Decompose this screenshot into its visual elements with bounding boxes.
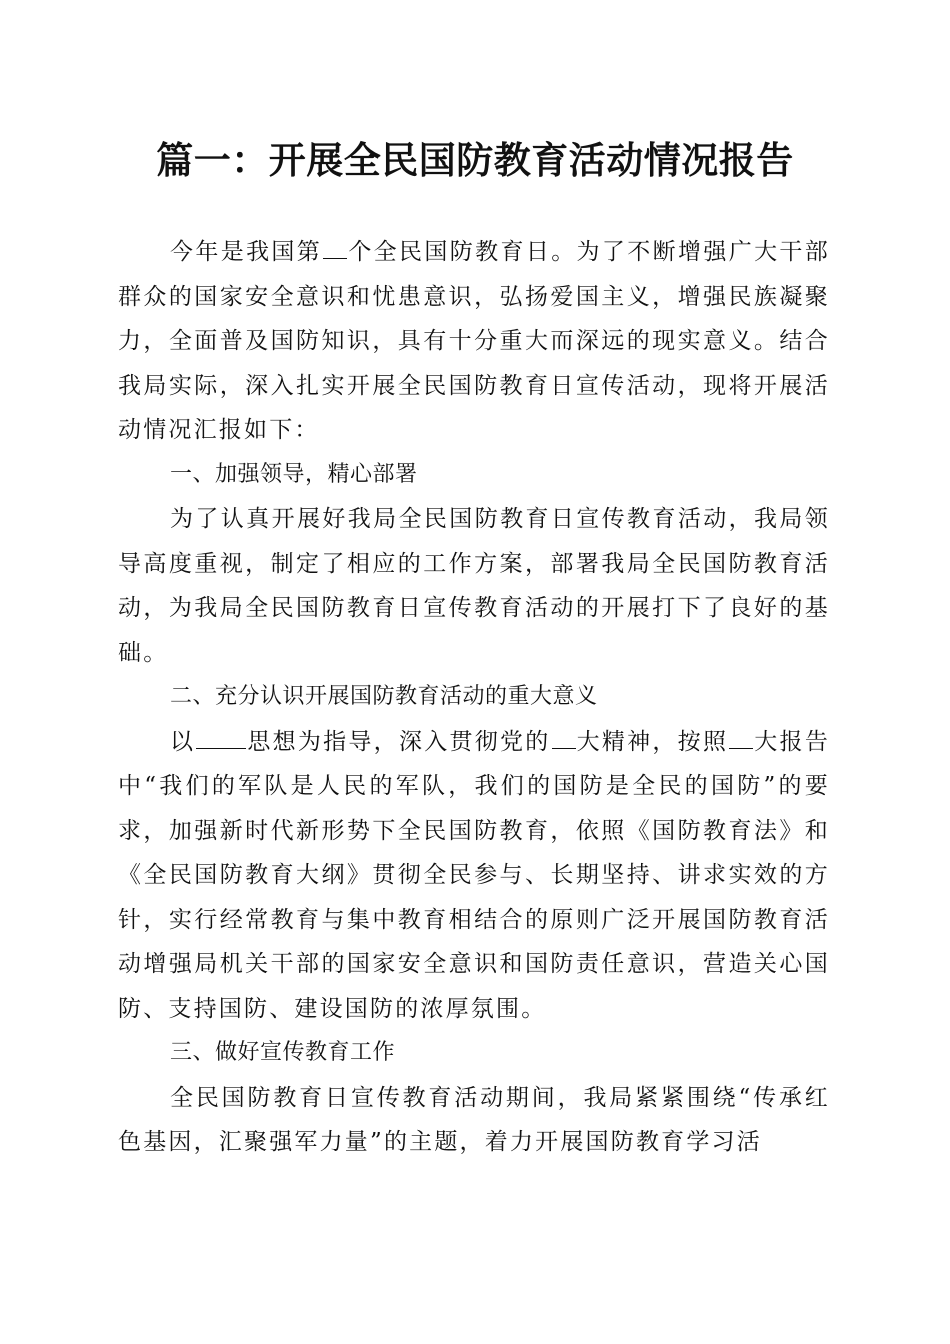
section-2-heading: 二、充分认识开展国防教育活动的重大意义 [170,684,598,709]
section-1-paragraph: 为了认真开展好我局全民国防教育日宣传教育活动，我局领导高度重视，制定了相应的工作方案，部署我局全民国防教育活动，为我局全民国防教育日宣传教育活动的开展打下了良好的基础。 [118,506,830,666]
intro-paragraph [118,230,830,453]
section-3-heading: 三、做好宣传教育工作 [170,1040,396,1065]
fill-blank [196,724,246,749]
section-2-text-b: 思想为指导，深入贯彻党的 [247,728,551,755]
fill-blank [729,724,753,749]
section-2-text-a: 以 [170,728,196,755]
intro-text-start: 今年是我国第 [170,239,323,265]
section-1-heading: 一、加强领导，精心部署 [170,461,418,487]
intro-text-rest: 个全民国防教育日。为了不断增强广大干部群众的国家安全意识和忧患意识，弘扬爱国主义，增强民族凝聚力，全面普及国防知识，具有十分重大而深远的现实意义。结合我局实际，深入扎实开展全民国防教育日宣传活动，现将开展活动情况汇报如下： [118,239,830,443]
section-2-paragraph [118,720,830,1032]
section-2-text-c: 大精神，按照 [576,728,729,755]
section-2-text-d: 大报告中“我们的军队是人民的军队，我们的国防是全民的国防”的要求，加强新时代新形势下全民国防教育，依照《国防教育法》和《全民国防教育大纲》贯彻全民参与、长期坚持、讲求实效的方针，实行经常教育与集中教育相结合的原则广泛开展国防教育活动增强局机关干部的国家安全意识和国防责任意识，营造关心国防、支持国防、建设国防的浓厚氛围。 [118,728,831,1022]
fill-blank [552,724,576,749]
document-title: 篇一：开展全民国防教育活动情况报告 [156,138,794,182]
document-body [118,230,830,1165]
fill-blank [323,234,347,259]
section-3-paragraph: 全民国防教育日宣传教育活动期间，我局紧紧围绕“传承红色基因，汇聚强军力量”的主题，着力开展国防教育学习活 [118,1084,830,1155]
